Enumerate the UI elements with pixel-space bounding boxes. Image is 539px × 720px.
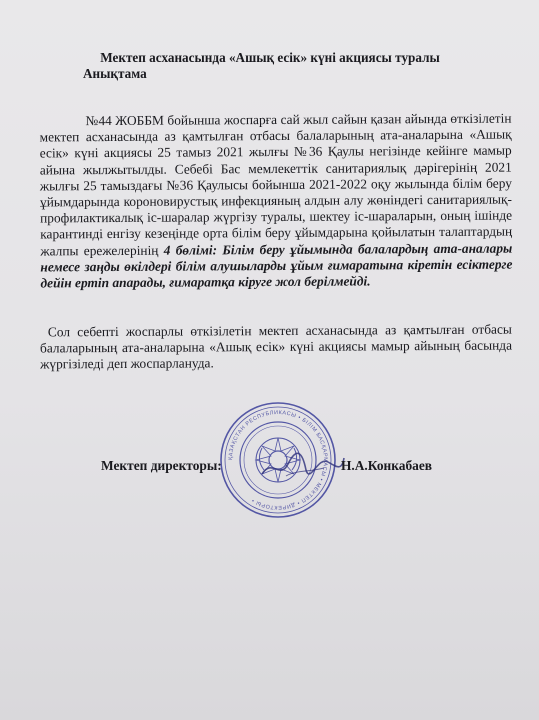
document-title: Мектеп асханасында «Ашық есік» күні акциясы туралы [100,50,440,65]
signature-name: Н.А.Конкабаев [341,458,433,473]
paragraph-1-text: №44 ЖОББМ бойынша жоспарға сай жыл сайын қазан айында өткізілетін мектеп асханасында аз қамтылған отбасы балаларының ата-аналарына «Ашық есік» күні акциясы 25 тамыз 2021 жылғы №36 Қаулы негізінде кейінге мамыр айына жылжытылды. Себебі Бас мемлекеттік санитариялық дәрігерінің 2021 жылғы 25 тамыздағы №36 Қаулысы бойынша 2021-2022 оқу жылында білім беру ұйымдарында короновирустық инфекцияның алдын алу жөніндегі санитариялық-профилактикалық іс-шаралар жүргізу туралы, шектеу іс-шараларын, оның ішінде карантинді енгізу кезеңінде орта білім беру ұйымдарына қойылатын талаптардың жалпы ережелерінің [39,110,513,259]
signature-icon [258,440,348,490]
document-subtitle: Анықтама [83,66,147,81]
svg-text:ҚАЗАҚСТАН РЕСПУБЛИКАСЫ • БІЛІМ: ҚАЗАҚСТАН РЕСПУБЛИКАСЫ • БІЛІМ БАСҚАРМАСЫ • МЕКТЕП • ДИРЕКТОРЫ • [227,409,329,511]
signature-label: Мектеп директоры: [101,458,222,473]
paragraph-1 [39,111,512,292]
paragraph-1-emphasis: 4 бөлімі: Білім беру ұйымында балалардың ата-аналары немесе заңды өкілдері білім алушыларды ұйым ғимаратына кіретін есіктерге дейін ертіп апарады, ғимаратқа кіруге жол берілмейді. [40,240,513,291]
paragraph-2: Сол себепті жоспарлы өткізілетін мектеп асханасында аз қамтылған отбасы балаларының ата-аналарына «Ашық есік» күні акциясы мамыр айының басында жүргізіледі деп жоспарлануда. [39,321,513,372]
